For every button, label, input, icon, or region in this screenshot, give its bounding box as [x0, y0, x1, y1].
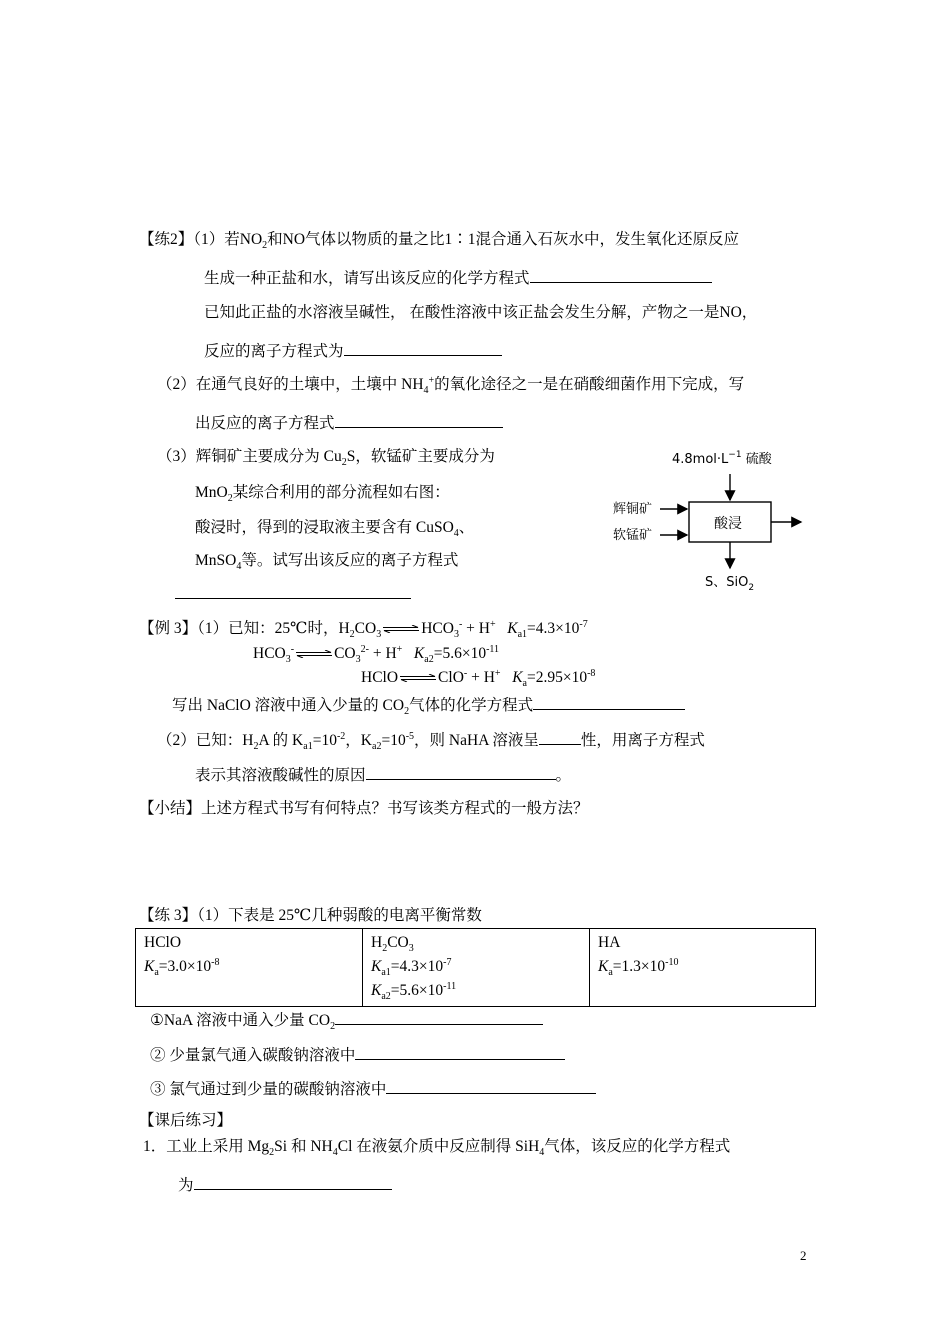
p2-line-3: 已知此正盐的水溶液呈碱性， 在酸性溶液中该正盐会发生分解，产物之一是NO，	[204, 304, 758, 321]
p3-question-1: ①NaA 溶液中通入少量 $CO_2$	[150, 1009, 543, 1031]
p2c-answer-line	[175, 583, 411, 605]
p2c-line-2: MnO$_2$某综合利用的部分流程如右图：	[195, 484, 450, 505]
p2-line-4: 反应的离子方程式为	[204, 340, 502, 362]
p2c-line-4: MnSO$_4$等。试写出该反应的离子方程式	[195, 552, 459, 573]
homework-question-1: 1．工业上采用 $Mg_2Si$ 和 $NH_4Cl$ 在液氨介质中反应制得 SiH$_4$气体，该反应的化学方程式	[143, 1138, 731, 1159]
summary: 【小结】上述方程式书写有何特点？书写该类方程式的一般方法？	[139, 800, 589, 817]
ex3-question-2-cont: 表示其溶液酸碱性的原因 。	[195, 764, 571, 786]
answer-blank[interactable]	[366, 764, 556, 780]
table-cell-h2co3: $H_2CO_3$ $K_{a1}=4.3\times 10^{-7}$ $K_{a2}=5.6\times 10^{-11}$	[363, 929, 590, 1007]
table-row	[136, 929, 816, 1007]
equilibrium-arrow	[383, 625, 419, 633]
equilibrium-arrow	[400, 674, 436, 682]
p3-question-2: ② 少量氯气通入碳酸钠溶液中	[150, 1044, 565, 1066]
p2-line-1: 【练2】（1）若$NO_2$和NO气体以物质的量之比1∶1混合通入石灰水中，发生氧化还原反应	[139, 231, 740, 252]
answer-blank[interactable]	[386, 1078, 596, 1094]
ore2-label: 软锰矿	[613, 528, 653, 543]
answer-blank[interactable]	[530, 267, 712, 283]
acid-label: $4.8mol\cdot L^{-1}$ 硫酸	[672, 450, 772, 467]
p3-question-3: ③ 氯气通过到少量的碳酸钠溶液中	[150, 1078, 596, 1100]
ore1-label: 辉铜矿	[613, 502, 653, 517]
ex3-line-3: HClO ClO- + H+ $K_a=2.95\times 10^{-8}$	[361, 667, 596, 690]
homework-title: 【课后练习】	[139, 1112, 233, 1129]
residue-label: S、SiO$_2$	[705, 575, 755, 593]
p2c-line-1: （3）辉铜矿主要成分为 $Cu_2S$，软锰矿主要成分为	[157, 448, 495, 469]
p2c-line-3: 酸浸时，得到的浸取液主要含有 CuSO$_4$、	[195, 519, 475, 540]
p2b-line-2: 出反应的离子方程式	[195, 412, 503, 434]
answer-blank[interactable]	[335, 1009, 543, 1025]
p3-title: 【练 3】（1）下表是 25℃几种弱酸的电离平衡常数	[139, 907, 482, 924]
leach-label: 酸浸	[714, 516, 742, 532]
answer-blank[interactable]	[533, 694, 685, 710]
p2b-line-1: （2）在通气良好的土壤中，土壤中 $NH_4^+$的氧化途径之一是在硝酸细菌作用下完成，写	[157, 374, 745, 397]
answer-blank[interactable]	[194, 1174, 392, 1190]
page-number: 2	[800, 1248, 807, 1263]
ex3-line-1: 【例 3】（1）已知：25℃时，$H_2CO_3$ $HCO_3^- + H^+$ $K_{a1}=4.3\times 10^{-7}$	[139, 618, 588, 641]
answer-blank[interactable]	[344, 340, 502, 356]
p2-line-2: 生成一种正盐和水，请写出该反应的化学方程式	[204, 267, 712, 289]
acid-constants-table	[135, 928, 816, 1007]
homework-question-1-cont: 为	[178, 1174, 392, 1196]
ex3-line-2: $HCO_3^-$ $CO_3^{2-} + H^+$ $K_{a2}=5.6\times 10^{-11}$	[253, 643, 500, 666]
table-cell-hclo: HClO $K_a=3.0\times 10^{-8}$	[136, 929, 363, 1007]
process-flow-diagram	[605, 440, 820, 600]
ex3-question-1: 写出 NaClO 溶液中通入少量的 $CO_2$气体的化学方程式	[172, 694, 685, 716]
answer-blank[interactable]	[175, 583, 411, 599]
answer-blank[interactable]	[355, 1044, 565, 1060]
table-cell-ha: HA $K_a=1.3\times 10^{-10}$	[590, 929, 816, 1007]
flow-svg	[605, 440, 820, 600]
answer-blank[interactable]	[335, 412, 503, 428]
equilibrium-arrow	[296, 650, 332, 658]
answer-blank[interactable]	[539, 729, 581, 745]
ex3-question-2: （2）已知：$H_2A$ 的 $K_{a1}=10^{-2}$，$K_{a2}=10^{-5}$，则 NaHA 溶液呈 性，用离子方程式	[157, 730, 705, 753]
